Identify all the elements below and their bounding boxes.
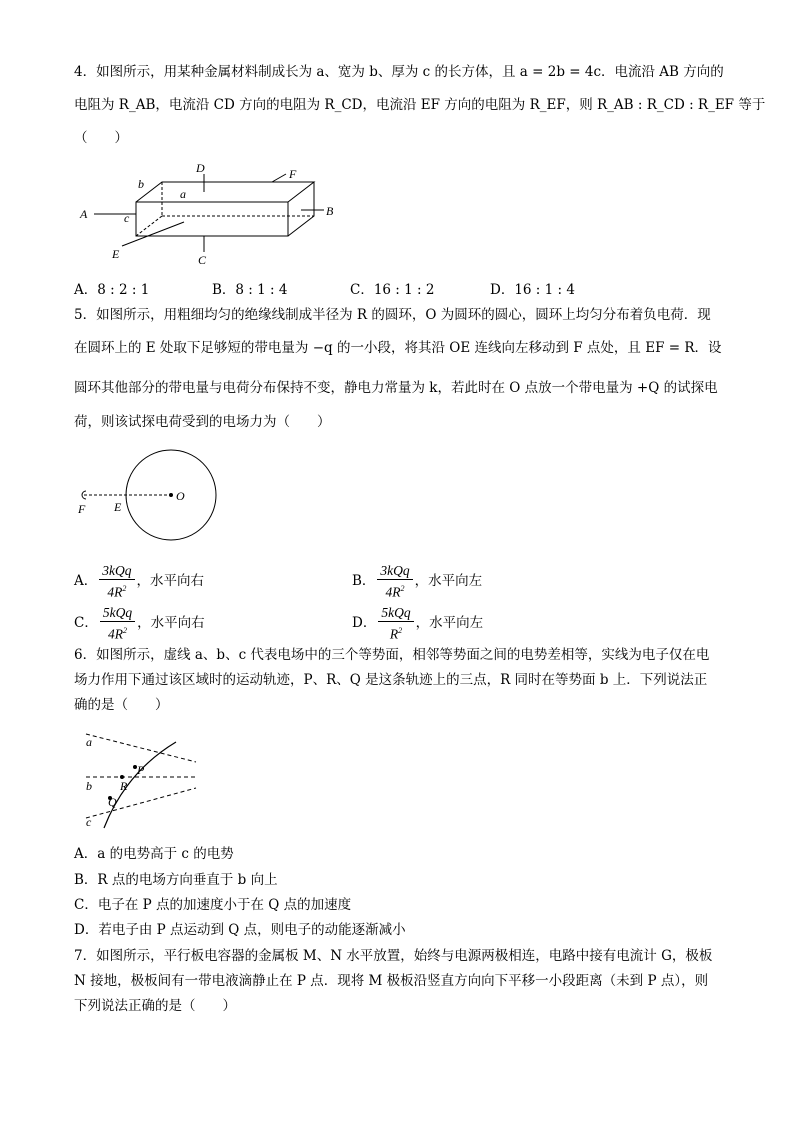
q4-paren: （ ） (74, 130, 128, 146)
q4-label-C: C (198, 253, 207, 267)
q5-ring-figure (74, 445, 234, 545)
q5-option-a-letter: A． (74, 572, 98, 589)
q5-option-c-sup: 2 (122, 626, 127, 635)
q5-option-c-den: 4R (107, 626, 123, 642)
q4-option-a[interactable]: A．8 : 2 : 1 (74, 282, 150, 298)
q5-option-b-num: 3kQq (377, 562, 412, 580)
q5-option-b-dir: ，水平向左 (414, 572, 483, 589)
q5-option-a-num: 3kQq (99, 562, 134, 580)
q4-option-b[interactable]: B．8 : 1 : 4 (212, 282, 288, 298)
q5-label-O: O (176, 489, 185, 503)
q4-option-c[interactable]: C．16 : 1 : 2 (350, 282, 435, 298)
q4-line-1: 4．如图所示，用某种金属材料制成长为 a、宽为 b、厚为 c 的长方体，且 a = 2b = 4c．电流沿 AB 方向的 (74, 64, 724, 80)
q6-option-b[interactable]: B．R 点的电场方向垂直于 b 向上 (74, 872, 278, 888)
q5-line-1: 5．如图所示，用粗细均匀的绝缘线制成半径为 R 的圆环，O 为圆环的圆心，圆环上均匀分布着负电荷．现 (74, 307, 711, 323)
q5-line-4: 荷，则该试探电荷受到的电场力为（ ） (74, 414, 331, 430)
q4-label-F: F (289, 167, 297, 181)
q6-line-2: 场力作用下通过该区域时的运动轨迹，P、R、Q 是这条轨迹上的三点，R 同时在等势面 b 上．下列说法正 (74, 672, 708, 688)
q5-option-d-fraction (378, 604, 413, 643)
q5-option-a-fraction (99, 562, 134, 601)
q5-option-b-letter: B． (352, 572, 376, 589)
q5-option-a-den: 4R (107, 584, 123, 600)
q5-option-b-den: 4R (385, 584, 401, 600)
q5-option-b-sup: 2 (400, 584, 405, 593)
q4-label-A: A (80, 207, 88, 221)
q5-option-c-letter: C． (74, 614, 98, 631)
q6-label-a: a (86, 735, 92, 749)
q7-line-3: 下列说法正确的是（ ） (74, 998, 236, 1014)
q6-label-Q: Q (108, 795, 117, 809)
q4-option-d[interactable]: D．16 : 1 : 4 (490, 282, 575, 298)
q4-label-b: b (138, 177, 144, 191)
q5-option-d[interactable] (352, 604, 483, 643)
q6-equipotential-figure (80, 732, 210, 832)
q6-option-c[interactable]: C．电子在 P 点的加速度小于在 Q 点的加速度 (74, 897, 352, 913)
q5-line-3: 圆环其他部分的带电量与电荷分布保持不变，静电力常量为 k，若此时在 O 点放一个带电量为 +Q 的试探电 (74, 380, 718, 396)
q4-cuboid-figure (74, 160, 334, 270)
q5-option-a-sup: 2 (122, 584, 127, 593)
q5-option-c-fraction (100, 604, 135, 643)
q5-option-c-num: 5kQq (100, 604, 135, 622)
q6-label-b: b (86, 779, 92, 793)
q4-line-2: 电阻为 R_AB，电流沿 CD 方向的电阻为 R_CD，电流沿 EF 方向的电阻为 R_EF，则 R_AB : R_CD : R_EF 等于 (74, 97, 766, 113)
q5-option-b-fraction (377, 562, 412, 601)
q4-label-a: a (180, 187, 186, 201)
q4-label-c: c (124, 211, 130, 225)
q5-option-d-sup: 2 (398, 626, 403, 635)
q5-option-d-den: R (389, 626, 399, 642)
q5-option-c[interactable] (74, 604, 205, 643)
q5-label-E: E (114, 500, 122, 514)
q6-label-R: R (120, 779, 128, 793)
q5-option-a[interactable] (74, 562, 204, 601)
q5-option-d-letter: D． (352, 614, 377, 631)
q7-line-1: 7．如图所示，平行板电容器的金属板 M、N 水平放置，始终与电源两极相连，电路中接有电流计 G，极板 (74, 948, 713, 964)
q6-label-P: P (137, 763, 145, 777)
q7-line-2: N 接地，极板间有一带电液滴静止在 P 点．现将 M 极板沿竖直方向向下平移一小段距离（未到 P 点），则 (74, 973, 709, 989)
q4-label-D: D (196, 161, 205, 175)
q5-label-F: F (78, 502, 86, 516)
q5-option-a-dir: ，水平向右 (136, 572, 204, 589)
q5-line-2: 在圆环上的 E 处取下足够短的带电量为 −q 的一小段，将其沿 OE 连线向左移动到 F 点处，且 EF = R．设 (74, 340, 722, 356)
q6-label-c: c (86, 815, 92, 829)
q4-label-B: B (326, 204, 334, 218)
q6-line-1: 6．如图所示，虚线 a、b、c 代表电场中的三个等势面，相邻等势面之间的电势差相等，实线为电子仅在电 (74, 647, 710, 663)
q5-option-c-dir: ，水平向右 (137, 614, 205, 631)
q5-option-d-num: 5kQq (378, 604, 413, 622)
q6-option-d[interactable]: D．若电子由 P 点运动到 Q 点，则电子的动能逐渐减小 (74, 922, 406, 938)
q5-option-d-dir: ，水平向左 (415, 614, 484, 631)
q4-label-E: E (112, 247, 120, 261)
q6-option-a[interactable]: A．a 的电势高于 c 的电势 (74, 846, 234, 862)
q6-line-3: 确的是（ ） (74, 697, 169, 713)
q5-option-b[interactable] (352, 562, 482, 601)
